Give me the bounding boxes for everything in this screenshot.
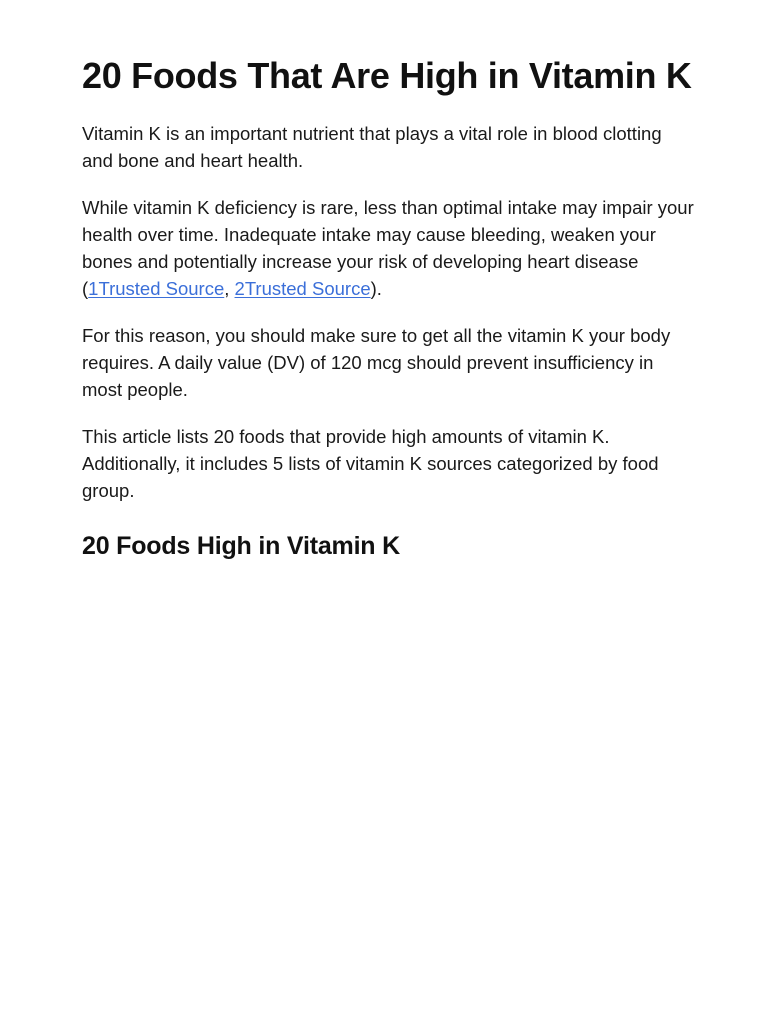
- summary-paragraph: This article lists 20 foods that provide high amounts of vitamin K. Additionally, it includes 5 lists of vitamin K sources categorized by food group.: [82, 425, 659, 502]
- deficiency-text: While vitamin K deficiency is rare, less than optimal intake may impair your health over time. Inadequate intake may cause bleeding, weaken your bones and potentially increase your risk of developing heart disease (: [82, 196, 694, 300]
- daily-value-paragraph: For this reason, you should make sure to get all the vitamin K your body requires. A daily value (DV) of 120 mcg should prevent insufficiency in most people.: [82, 324, 671, 401]
- section-heading: 20 Foods High in Vitamin K: [82, 531, 400, 560]
- citation-separator: ,: [224, 278, 235, 300]
- trusted-source-link-1[interactable]: 1Trusted Source: [88, 278, 225, 300]
- trusted-source-link-2[interactable]: 2Trusted Source: [234, 278, 371, 300]
- article-title: 20 Foods That Are High in Vitamin K: [82, 55, 692, 96]
- article: [82, 54, 694, 562]
- deficiency-paragraph: [82, 194, 694, 303]
- citation-closing: ).: [370, 278, 382, 300]
- intro-paragraph: Vitamin K is an important nutrient that plays a vital role in blood clotting and bone and heart health.: [82, 123, 662, 172]
